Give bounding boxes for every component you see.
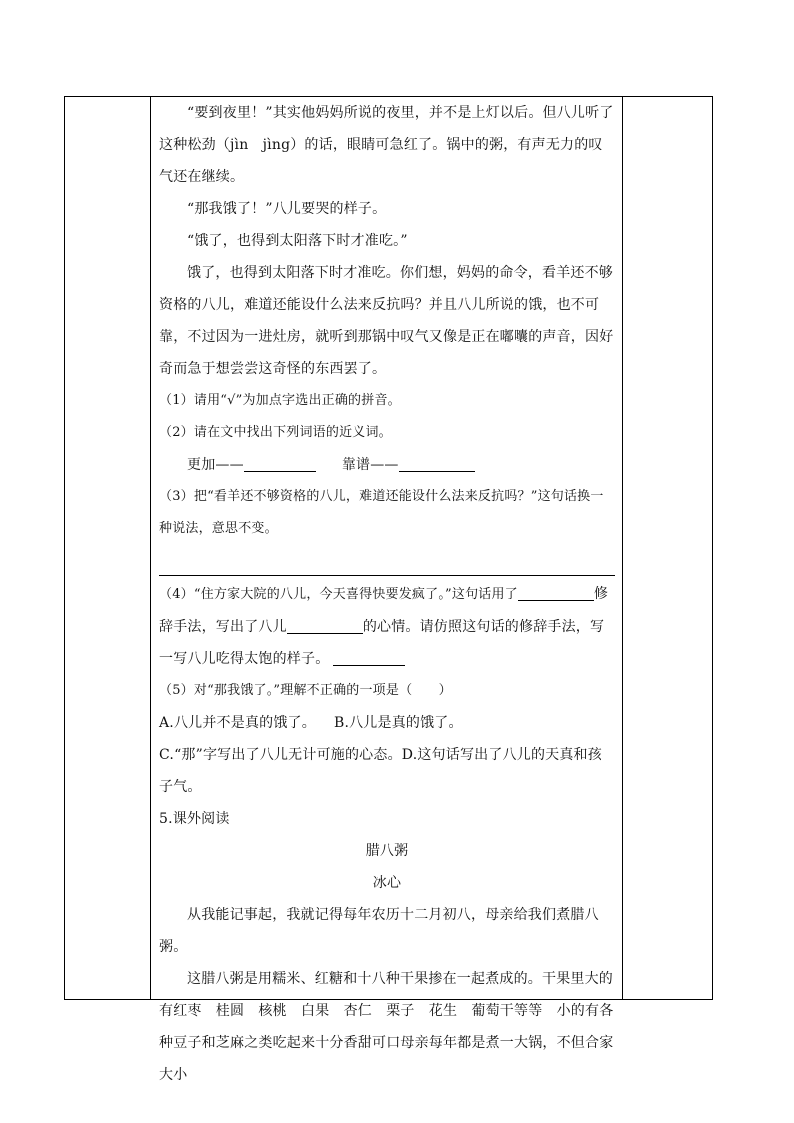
rhetoric-answer-blank[interactable] bbox=[518, 582, 594, 601]
option-c: C.“那”字写出了八儿无计可施的心态。 bbox=[159, 747, 402, 763]
question-4 bbox=[159, 578, 615, 675]
question-4-part-c: 的心情。请仿照这句话的修辞手法，写一写八儿吃得太饱的样子。 bbox=[159, 619, 605, 667]
passage-paragraph-2: “那我饿了！”八儿要哭的样子。 bbox=[187, 201, 387, 217]
question-2-synonyms bbox=[159, 449, 615, 481]
question-4-part-b: 修辞手法，写出了八儿 bbox=[159, 586, 609, 635]
section-heading: 5.课外阅读 bbox=[159, 811, 230, 827]
main-content-cell bbox=[159, 97, 615, 1091]
question-5-options-cd bbox=[159, 739, 615, 803]
option-d: D.这句话写出了八儿的天真和孩子气。 bbox=[159, 747, 602, 795]
synonym-word-2: 靠谱—— bbox=[341, 457, 399, 473]
option-b: B.八儿是真的饿了。 bbox=[333, 715, 463, 731]
reading-paragraph-1: 从我能记事起，我就记得每年农历十二月初八，母亲给我们煮腊八粥。 bbox=[159, 907, 599, 955]
synonym-word-1: 更加—— bbox=[187, 457, 244, 473]
reading-title: 腊八粥 bbox=[365, 843, 409, 859]
worksheet-table bbox=[64, 96, 713, 1083]
question-1: （1）请用“√”为加点字选出正确的拼音。 bbox=[159, 393, 401, 408]
question-2: （2）请在文中找出下列词语的近义词。 bbox=[159, 425, 392, 440]
question-4-part-a: （4）“住方家大院的八儿，今天喜得快要发疯了。”这句话用了 bbox=[159, 587, 518, 602]
reading-author: 冰心 bbox=[372, 875, 402, 891]
question-3: （3）把“看羊还不够资格的八儿，难道还能设什么法来反抗吗？”这句话换一种说法，意思不变。 bbox=[159, 489, 604, 536]
left-column-divider bbox=[150, 97, 151, 999]
question-5: （5）对“那我饿了。”理解不正确的一项是（ ） bbox=[159, 683, 452, 698]
question-5-options-ab bbox=[159, 707, 615, 739]
passage-paragraph-3: “饿了，也得到太阳落下时才准吃。” bbox=[187, 233, 408, 249]
imitation-answer-blank[interactable] bbox=[333, 647, 405, 666]
option-a: A.八儿并不是真的饿了。 bbox=[159, 715, 316, 731]
question-3-answer-line[interactable] bbox=[159, 557, 615, 576]
passage-paragraph-1: “要到夜里！”其实他妈妈所说的夜里，并不是上灯以后。但八儿听了这种松劲（jìn jìng）的话，眼睛可急红了。锅中的粥，有声无力的叹气还在继续。 bbox=[159, 105, 614, 185]
right-column-divider bbox=[622, 97, 623, 999]
feeling-answer-blank[interactable] bbox=[287, 615, 363, 634]
reading-paragraph-2: 这腊八粥是用糯米、红糖和十八种干果掺在一起煮成的。干果里大的有红枣 桂圆 核桃 白果 杏仁 栗子 花生 葡萄干等等 小的有各种豆子和芝麻之类吃起来十分香甜可口母亲每年都是煮一大锅，不但合家大小 bbox=[159, 971, 614, 1083]
passage-paragraph-4: 饿了，也得到太阳落下时才准吃。你们想，妈妈的命令，看羊还不够资格的八儿，难道还能设什么法来反抗吗？并且八儿所说的饿，也不可靠，不过因为一进灶房，就听到那锅中叹气又像是正在嘟囔的声音，因好奇而急于想尝尝这奇怪的东西罢了。 bbox=[159, 265, 614, 377]
synonym-answer-2-blank[interactable] bbox=[399, 453, 475, 472]
synonym-answer-1-blank[interactable] bbox=[244, 453, 316, 472]
